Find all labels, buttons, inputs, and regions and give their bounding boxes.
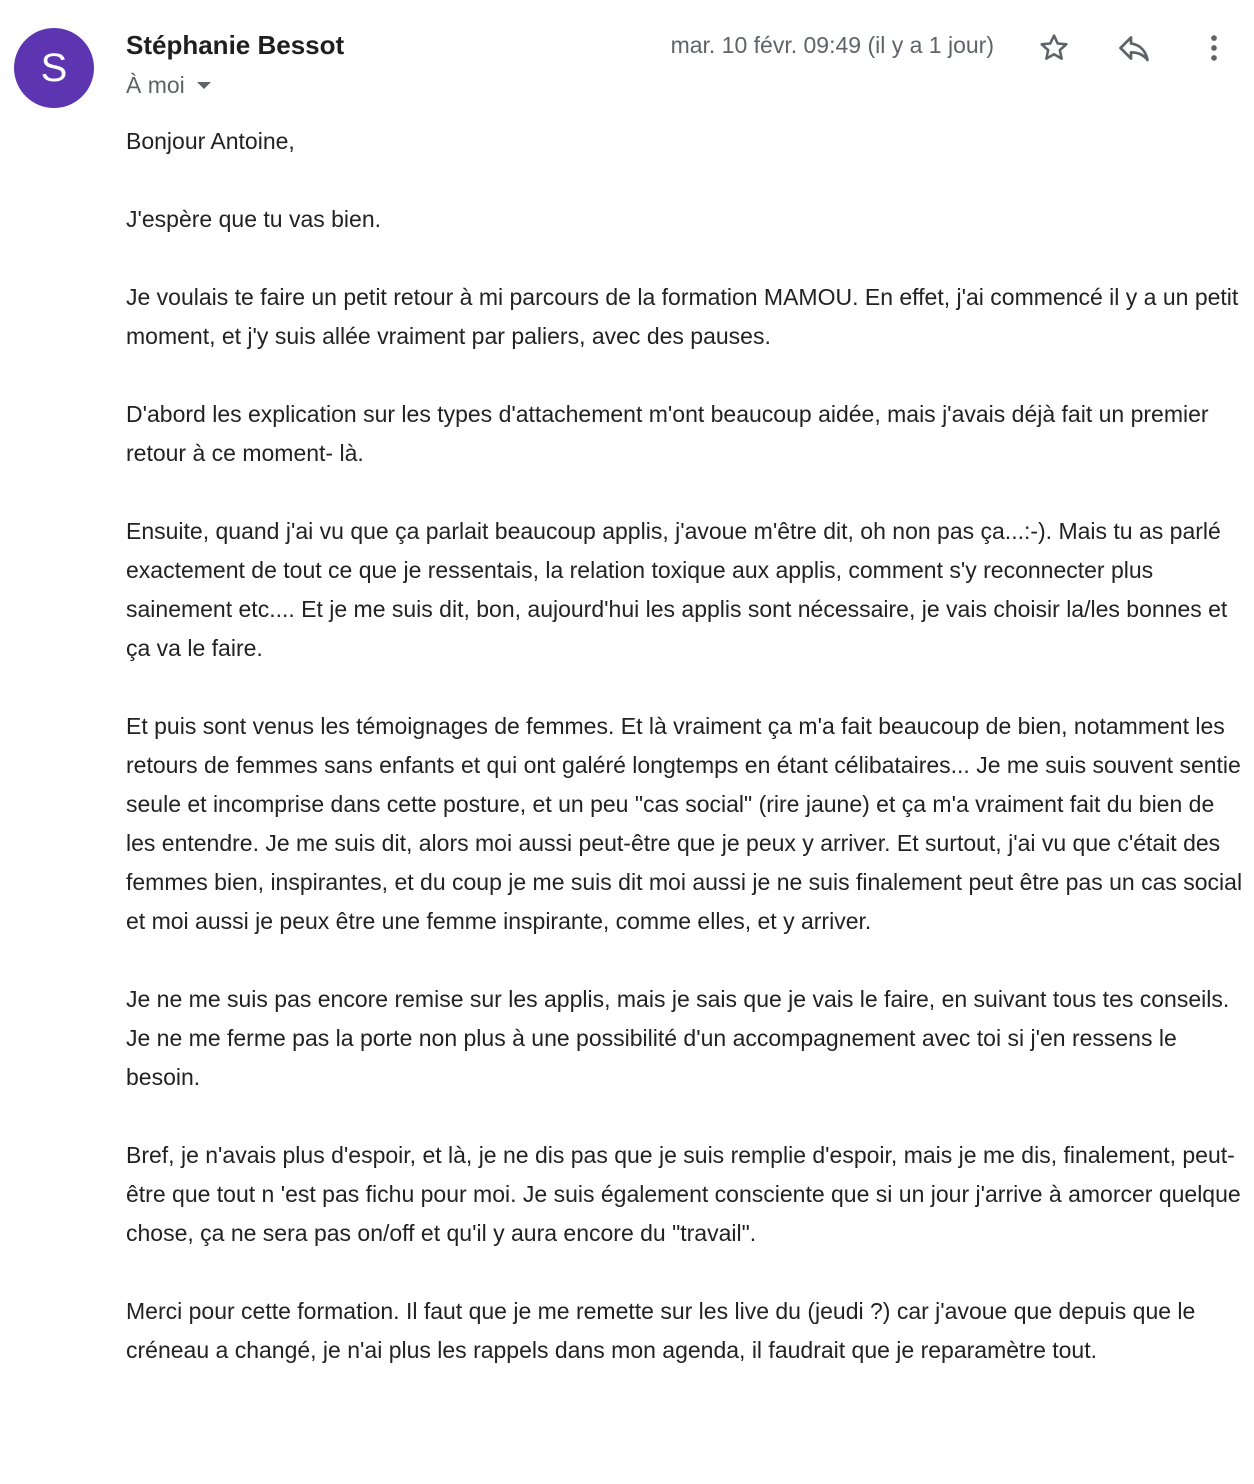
email-body (126, 122, 1244, 1409)
more-vert-icon (1197, 31, 1231, 65)
recipient-label: À moi (126, 72, 185, 98)
sender-name: Stéphanie Bessot (126, 30, 345, 60)
body-paragraph: D'abord les explication sur les types d'attachement m'ont beaucoup aidée, mais j'avais déjà fait un premier retour à ce moment- là. (126, 401, 1209, 466)
body-paragraph: Merci pour cette formation. Il faut que je me remette sur les live du (jeudi ?) car j'avoue que depuis que le créneau a changé, je n'ai plus les rappels dans mon agenda, il faudrait que je reparamètre tout. (126, 1298, 1196, 1363)
body-paragraph: Je ne me suis pas encore remise sur les applis, mais je sais que je vais le faire, en suivant tous tes conseils. Je ne me ferme pas la porte non plus à une possibilité d'un accompagnement avec toi si j'en ressens le besoin. (126, 986, 1230, 1090)
more-options-button[interactable] (1192, 26, 1236, 70)
star-button[interactable] (1032, 26, 1076, 70)
body-paragraph: J'espère que tu vas bien. (126, 206, 381, 232)
body-paragraph: Bonjour Antoine, (126, 128, 295, 154)
star-icon (1037, 31, 1071, 65)
body-paragraph: Je voulais te faire un petit retour à mi parcours de la formation MAMOU. En effet, j'ai commencé il y a un petit moment, et j'y suis allée vraiment par paliers, avec des pauses. (126, 284, 1239, 349)
reply-button[interactable] (1112, 26, 1156, 70)
reply-icon (1116, 30, 1152, 66)
chevron-down-icon (197, 82, 211, 89)
body-paragraph: Ensuite, quand j'ai vu que ça parlait beaucoup applis, j'avoue m'être dit, oh non pas ça...:-). Mais tu as parlé exactement de tout ce que je ressentais, la relation toxique aux applis, comment s'y reconnecter plus sainement etc.... Et je me suis dit, bon, aujourd'hui les applis sont nécessaire, je vais choisir la/les bonnes et ça va le faire. (126, 518, 1228, 661)
body-paragraph: Et puis sont venus les témoignages de femmes. Et là vraiment ça m'a fait beaucoup de bien, notamment les retours de femmes sans enfants et qui ont galéré longtemps en étant célibataires... Je me suis souvent sentie seule et incomprise dans cette posture, et un peu "cas social" (rire jaune) et ça m'a vraiment fait du bien de les entendre. Je me suis dit, alors moi aussi peut-être que je peux y arriver. Et surtout, j'ai vu que c'était des femmes bien, inspirantes, et du coup je me suis dit moi aussi je ne suis finalement peut être pas un cas social et moi aussi je peux être une femme inspirante, comme elles, et y arriver. (126, 713, 1243, 934)
recipient-dropdown[interactable] (126, 72, 211, 99)
email-date: mar. 10 févr. 09:49 (il y a 1 jour) (670, 32, 994, 58)
body-paragraph: Bref, je n'avais plus d'espoir, et là, je ne dis pas que je suis remplie d'espoir, mais je me dis, finalement, peut-être que tout n 'est pas fichu pour moi. Je suis également consciente que si un jour j'arrive à amorcer quelque chose, ça ne sera pas on/off et qu'il y aura encore du "travail". (126, 1142, 1241, 1246)
avatar[interactable]: S (14, 28, 94, 108)
